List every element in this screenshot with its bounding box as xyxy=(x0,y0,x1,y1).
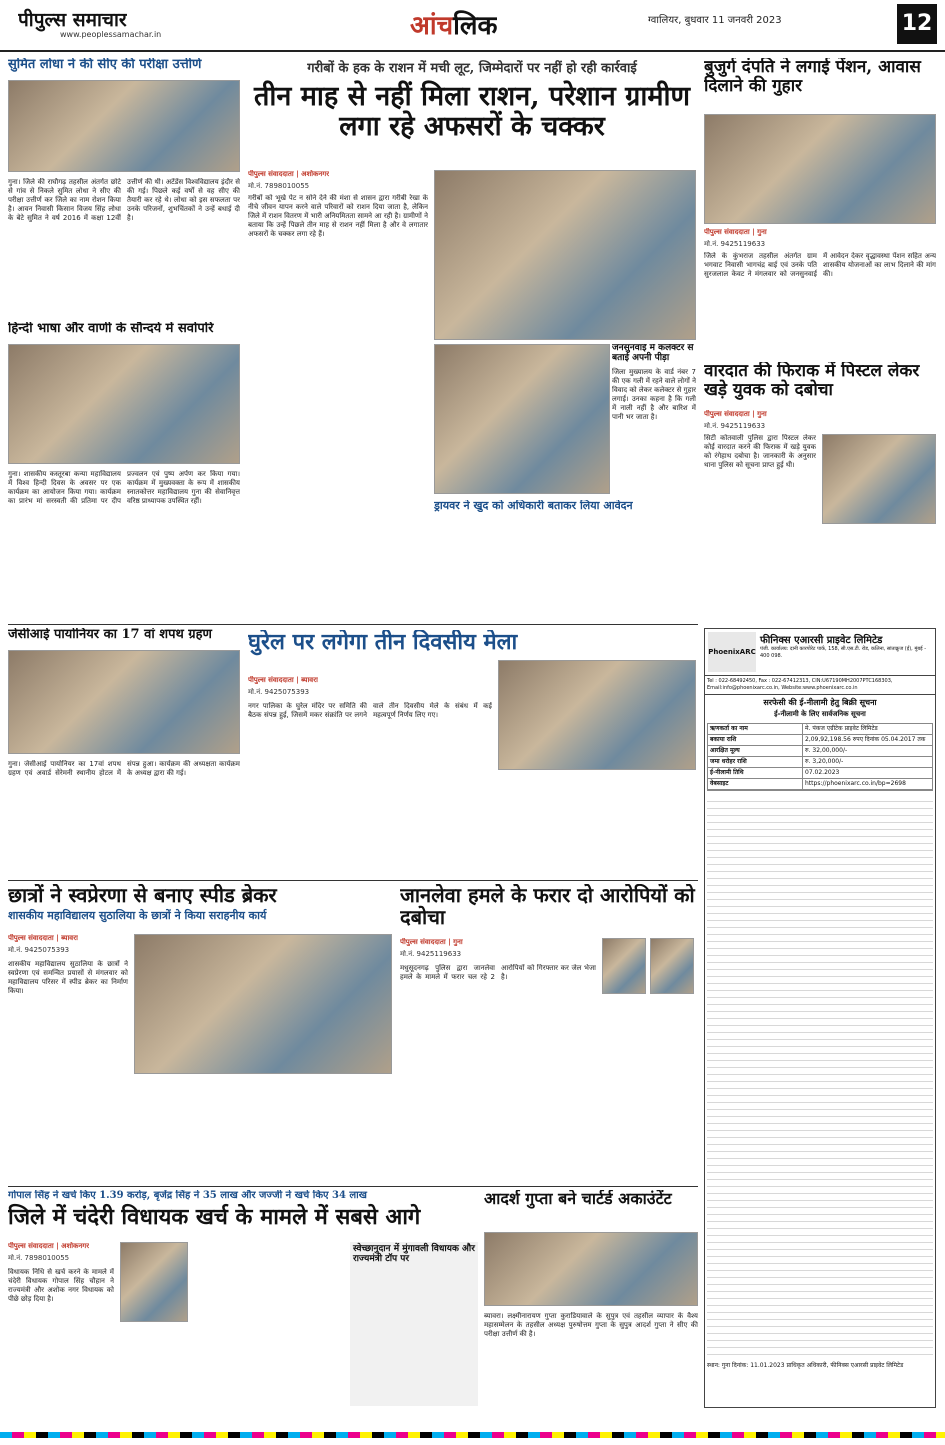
article-body: गुना। शासकीय कस्तूरबा कन्या महाविद्यालय में विश्व हिन्दी दिवस के अवसर पर एक कार्यक्रम का आयोजन किया गया। कार्यक्रम का प्रारंभ मां सरस्वती की प्रतिमा पर दीप प्रज्वलन एवं पुष्प अर्पण कर किया गया। कार्यक्रम में मुख्यवक्ता के रूप में शासकीय स्नातकोत्तर महाविद्यालय गुना की सेवानिवृत्त वरिष्ठ प्राध्यापक उपस्थित रहीं। xyxy=(8,470,240,505)
sidebar-headline: स्वेच्छानुदान में मुंगावली विधायक और राज्यमंत्री टॉप पर xyxy=(353,1244,475,1264)
mobile-number: मो.नं. 9425119633 xyxy=(704,422,766,430)
mobile-number: मो.नं. 9425075393 xyxy=(8,946,70,954)
article-body: ब्यावरा। लक्ष्मीनारायण गुप्ता कुराडियावाले के सुपुत्र एवं तहसील व्यापार के वैश्य महासम्मेलन के तहसील अध्यक्ष पुरुषोत्तम गुप्ता के सुपुत्र आदर्श गुप्ता ने सीए की परीक्षा उत्तीर्ण की है। xyxy=(484,1312,698,1338)
ad-fine-print xyxy=(707,795,933,1355)
kicker: गोपाल सिंह ने खर्च किए 1.39 करोड़, बृजेंद्र सिंह ने 35 लाख और जज्जी ने खर्च किए 34 लाख xyxy=(8,1190,367,1201)
article-body: गुना। जिले की राघौगढ़ तहसील अंतर्गत छोटे से गांव से निकले सुमित लोधा ने सीए की परीक्षा उत्तीर्ण कर जिले का नाम रोशन किया है। आवन निवासी किसान विजय सिंह लोधा के बेटे सुमित ने वर्ष 2016 में कक्षा 12वीं उत्तीर्ण की थी। अटेंडेंस विश्वविद्यालय इंदौर से की गई। पिछले कई वर्षों से वह सीए की तैयारी कर रहे थे। लोधा को इस सफलता पर उनके परिजनों, शुभचिंतकों ने उन्हें बधाई दी है। xyxy=(8,178,240,222)
article-adarsh xyxy=(484,1190,698,1408)
article-janta xyxy=(612,344,696,618)
divider xyxy=(8,624,698,625)
byline: पीपुल्स संवाददाता | गुना xyxy=(400,938,463,946)
article-body: शासकीय महाविद्यालय सुठालिया के छात्रों ने स्वप्रेरणा एवं समन्वित प्रयासों से मंगलवार को महाविद्यालय परिसर में स्पीड ब्रेकर का निर्माण किया। xyxy=(8,960,128,995)
headline: सुमित लोधा ने की सीए की परीक्षा उत्तीर्ण xyxy=(8,58,202,72)
ad-title: सरफेसी की ई-नीलामी हेतु बिक्री सूचना xyxy=(763,698,877,707)
ad-subtitle: ई-नीलामी के लिए सार्वजनिक सूचना xyxy=(774,710,866,718)
news-photo xyxy=(134,934,392,1074)
headline: तीन माह से नहीं मिला राशन, परेशान ग्रामीण लगा रहे अफसरों के चक्कर xyxy=(253,81,691,142)
row-value: रु. 32,00,000/- xyxy=(805,747,848,754)
accused-photo xyxy=(822,434,936,524)
ad-table xyxy=(707,723,933,791)
row-key: जमा धरोहर राशि xyxy=(708,757,803,767)
table-row xyxy=(708,724,932,735)
byline: पीपुल्स संवाददाता | गुना xyxy=(704,410,767,418)
article-sumit xyxy=(8,58,240,316)
table-row xyxy=(708,779,932,790)
table-row xyxy=(708,757,932,768)
byline: पीपुल्स संवाददाता | अशोकनगर xyxy=(8,1242,90,1250)
headline: बुजुर्ग दंपति ने लगाई पेंशन, आवास दिलाने की गुहार xyxy=(704,58,921,96)
accused-photo-1 xyxy=(602,938,646,994)
byline: पीपुल्स संवाददाता | अशोकनगर xyxy=(248,170,330,178)
headline: जानलेवा हमले के फरार दो आरोपियों को दबोचा xyxy=(400,884,695,929)
news-photo-2 xyxy=(434,344,610,494)
newspaper-brand: पीपुल्स समाचार xyxy=(18,9,127,31)
table-row xyxy=(708,746,932,757)
photo-caption: ड्रायवर ने खुद को अधिकारी बताकर लिया आवेदन xyxy=(434,500,633,512)
mla-photo xyxy=(120,1242,188,1322)
row-key: ई-नीलामी तिथि xyxy=(708,768,803,778)
article-body: सिटी कोतवाली पुलिस द्वारा पिस्टल लेकर कोई वारदात करने की फिराक में खड़े युवक को रंगेहाथ दबोचा है। जानकारी के अनुसार थाना पुलिस को सूचना प्राप्त हुई थी। xyxy=(704,434,816,469)
article-body: जिले के कुंभराज तहसील अंतर्गत ग्राम भगवाट निवासी भागचंद्र बाई एवं उनके पति सुरजलाल केवट ने मंगलवार को जनसुनवाई में आवेदन देकर वृद्धावस्था पेंशन सहित अन्य शासकीय योजनाओं का लाभ दिलाने की मांग की। xyxy=(704,252,936,278)
headline: हिन्दी भाषा और वाणी के सौन्दर्य में सर्वोपरि xyxy=(8,322,214,336)
company-address: पंजी. कार्यालय: दानी कारपोरेट पार्क, 158, सी.एस.टी. रोड, कलिना, सांताक्रूज (ई), मुंबई - 400 098. xyxy=(760,646,927,659)
row-value[interactable]: https://phoenixarc.co.in/bp=2698 xyxy=(805,780,906,787)
article-attack xyxy=(400,884,696,1184)
accused-photo-2 xyxy=(650,938,694,994)
section-title xyxy=(410,6,497,42)
sidebar-box xyxy=(350,1242,478,1406)
ad-header xyxy=(705,629,935,676)
article-pistol xyxy=(704,362,936,622)
phoenix-ad xyxy=(704,628,936,1408)
headline: जेसीआई पायोनियर का 17 वां शपथ ग्रहण xyxy=(8,628,212,642)
news-photo xyxy=(484,1232,698,1306)
headline: वारदात की फिराक में पिस्टल लेकर खड़े युवक को दबोचा xyxy=(704,362,920,400)
kicker: गरीबों के हक के राशन में मची लूट, जिम्मेदारों पर नहीं हो रही कार्रवाई xyxy=(307,61,637,76)
byline: पीपुल्स संवाददाता | ब्यावरा xyxy=(248,676,318,684)
website-url[interactable]: www.peoplessamachar.in xyxy=(60,30,162,39)
company-name: फीनिक्स एआरसी प्राइवेट लिमिटेड xyxy=(760,635,883,646)
headline: जिले में चंदेरी विधायक खर्च के मामले में सबसे आगे xyxy=(8,1204,421,1230)
company-contact: Tel : 022-68492450, Fax : 022-67412313, CIN:U67190MH2007PTC168303, Email:info@phoenixarc.co.in, Website:www.phoenixarc.co.in xyxy=(705,676,935,695)
ad-footer: स्थान: गुना दिनांक: 11.01.2023 प्राधिकृत अधिकारी, फीनिक्स एआरसी प्राइवेट लिमिटेड xyxy=(707,1362,904,1369)
logo: PhoenixARC xyxy=(708,632,756,672)
news-photo xyxy=(8,344,240,464)
print-color-strip xyxy=(0,1432,945,1438)
row-value: 2,09,92,198.56 रुपए दिनांक 05.04.2017 तक xyxy=(805,736,926,743)
row-value: मे. पंकज एग्रीटेक प्राइवेट लिमिटेड xyxy=(805,725,878,732)
headline: घुरेल पर लगेगा तीन दिवसीय मेला xyxy=(248,630,518,655)
article-body: विधायक निधि से खर्च करने के मामले में चंदेरी विधायक गोपाल सिंह चौहान ने राज्यमंत्री और अशोक नगर विधायक को पीछे छोड़ दिया है। xyxy=(8,1268,114,1303)
news-photo xyxy=(8,650,240,754)
divider xyxy=(8,1186,698,1187)
mobile-number: मो.नं. 7898010055 xyxy=(8,1254,70,1262)
row-value: रु. 3,20,000/- xyxy=(805,758,844,765)
headline: छात्रों ने स्वप्रेरणा से बनाए स्पीड ब्रेकर xyxy=(8,884,277,907)
mobile-number: मो.नं. 9425119633 xyxy=(704,240,766,248)
article-body: गुना। जेसीआई पायोनियर का 17वां शपथ ग्रहण एवं अवार्ड सेरेमनी स्थानीय होटल में संपन्न हुआ। कार्यक्रम की अध्यक्षता कार्यक्रम के अध्यक्ष द्वारा की गई। xyxy=(8,760,240,777)
subhead: शासकीय महाविद्यालय सुठालिया के छात्रों ने किया सराहनीय कार्य xyxy=(8,909,267,922)
divider xyxy=(8,880,698,881)
article-body: मधुसूदनगढ़ पुलिस द्वारा जानलेवा हमले के मामले में फरार चल रहे 2 आरोपियों को गिरफ्तार कर जेल भेजा है। xyxy=(400,964,596,981)
mobile-number: मो.नं. 9425075393 xyxy=(248,688,310,696)
article-body: नगर पालिका के घुरेल मंदिर पर समिति की बैठक संपन्न हुई, जिसमें मकर संक्रांति पर लगने वाले तीन दिवसीय मेले के संबंध में कई महत्वपूर्ण निर्णय लिए गए। xyxy=(248,702,492,719)
row-key: बकाया राशि xyxy=(708,735,803,745)
news-photo xyxy=(434,170,696,340)
row-value: 07.02.2023 xyxy=(805,769,840,776)
article-mela xyxy=(248,630,696,878)
news-photo xyxy=(8,80,240,172)
mobile-number: मो.नं. 9425119633 xyxy=(400,950,462,958)
section-title-b: लिक xyxy=(453,11,498,41)
headline: जनसुनवाई में कलेक्टर से बताई अपनी पीड़ा xyxy=(612,344,694,363)
news-photo xyxy=(498,660,696,770)
row-key: ऋणकर्ता का नाम xyxy=(708,724,803,734)
page-number: 12 xyxy=(897,4,937,44)
masthead xyxy=(0,0,945,52)
section-title-a: आंच xyxy=(410,11,454,41)
table-row xyxy=(708,735,932,746)
article-speed xyxy=(8,884,392,1184)
article-mla xyxy=(8,1190,478,1408)
article-pension xyxy=(704,58,936,358)
mobile-number: मो.नं. 7898010055 xyxy=(248,182,310,190)
byline: पीपुल्स संवाददाता | ब्यावरा xyxy=(8,934,78,942)
article-jci xyxy=(8,628,240,878)
headline: आदर्श गुप्ता बने चार्टर्ड अकाउंटेंट xyxy=(484,1190,672,1208)
dateline: ग्वालियर, बुधवार 11 जनवरी 2023 xyxy=(648,15,782,26)
byline: पीपुल्स संवाददाता | गुना xyxy=(704,228,767,236)
table-row xyxy=(708,768,932,779)
article-body: जिला मुख्यालय के वार्ड नंबर 7 की एक गली में रहने वाले लोगों ने विवाद को लेकर कलेक्टर से गुहार लगाई। उनका कहना है कि गली में नाली नहीं है और बारिश में पानी भर जाता है। xyxy=(612,367,696,421)
news-photo xyxy=(704,114,936,224)
row-key: वेबसाइट xyxy=(708,779,803,789)
row-key: आरक्षित मूल्य xyxy=(708,746,803,756)
article-body: गरीबों को भूखे पेट न सोने देने की मंशा से शासन द्वारा गरीबी रेखा के नीचे जीवन यापन करने वाले परिवारों को राशन दिया जाता है, लेकिन जिले में राशन वितरण में भारी अनियमितता सामने आ रही है। ग्रामीणों ने बताया कि उन्हें पिछले तीन माह से राशन नहीं मिला है और वे लगातार अफसरों के चक्कर लगा रहे हैं। xyxy=(248,194,428,238)
article-hindi xyxy=(8,322,240,622)
